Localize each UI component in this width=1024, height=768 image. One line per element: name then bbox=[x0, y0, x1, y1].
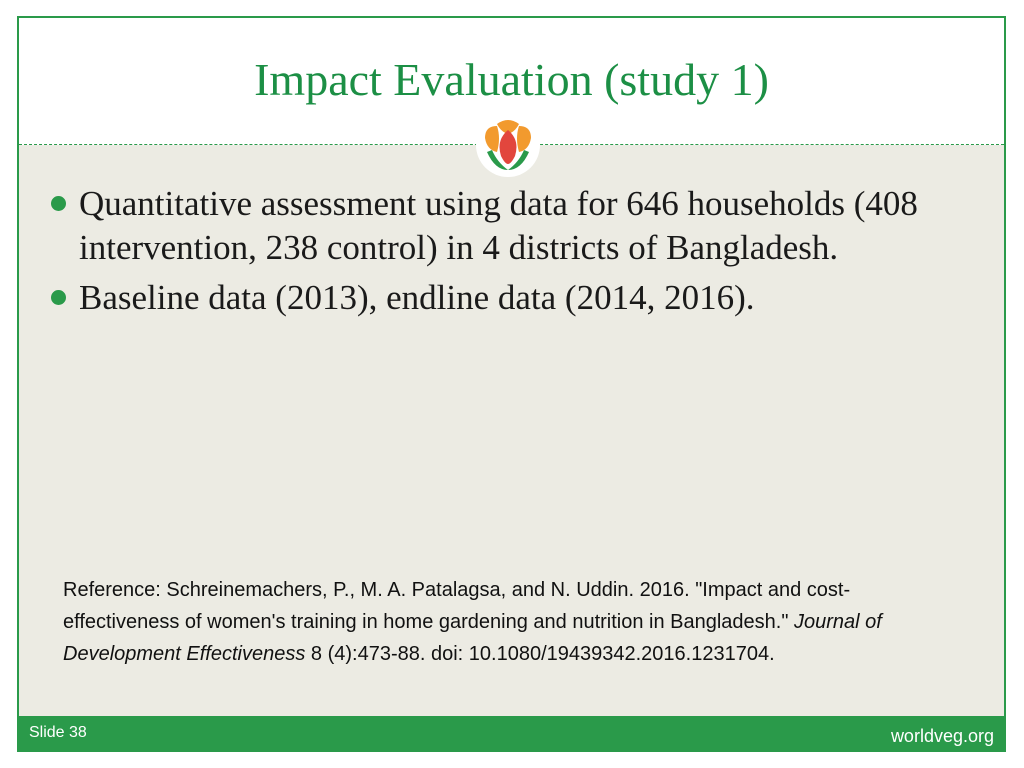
bullet-text-1: Quantitative assessment using data for 646 households (408 intervention, 238 control) in 4 districts of Bangladesh. bbox=[79, 184, 918, 267]
slide-title: Impact Evaluation (study 1) bbox=[254, 54, 769, 105]
worldveg-flower-icon bbox=[475, 112, 541, 178]
reference-suffix: 8 (4):473-88. doi: 10.1080/19439342.2016.1231704. bbox=[305, 643, 775, 665]
reference-prefix: Reference: Schreinemachers, P., M. A. Patalagsa, and N. Uddin. 2016. "Impact and cost-effectiveness of women's training in home gardening and nutrition in Bangladesh." bbox=[63, 579, 851, 633]
reference-journal: Journal of Development Effectiveness bbox=[63, 611, 882, 665]
bullet-text-2: Baseline data (2013), endline data (2014, 2016). bbox=[79, 278, 755, 317]
footer-bar bbox=[19, 716, 1004, 750]
website-label: worldveg.org bbox=[890, 726, 994, 746]
slide-number: Slide 38 bbox=[29, 724, 87, 741]
reference-citation bbox=[63, 574, 943, 670]
bullet-dot-icon bbox=[51, 196, 66, 211]
slide bbox=[17, 16, 1006, 752]
bullet-list bbox=[51, 182, 951, 326]
bullet-item-1 bbox=[51, 182, 951, 270]
bullet-dot-icon bbox=[51, 290, 66, 305]
bullet-item-2 bbox=[51, 276, 951, 320]
